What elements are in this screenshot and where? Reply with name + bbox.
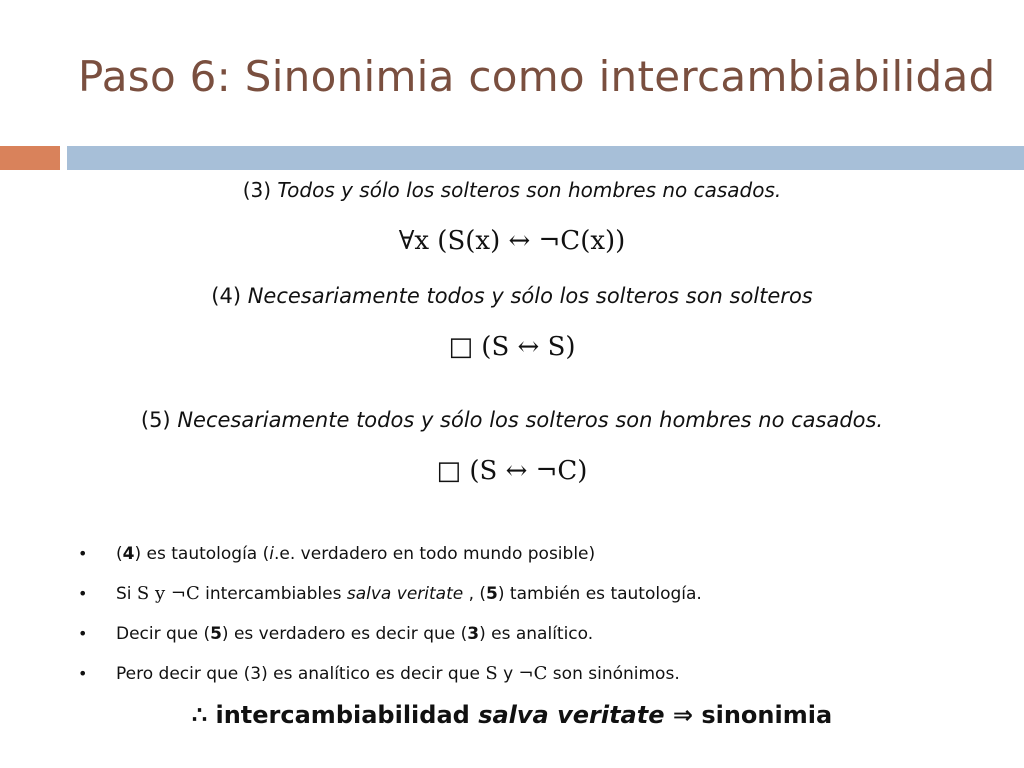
bullet-4-post: son sinónimos. bbox=[547, 664, 680, 684]
bullet-1-text-a: es tautología ( bbox=[141, 544, 270, 564]
conclusion-word-3: sinonimia bbox=[701, 701, 833, 729]
formula-5: □ (S ↔ ¬C) bbox=[436, 456, 588, 486]
statement-4-number: (4) bbox=[211, 284, 242, 308]
conclusion-salva-veritate: salva veritate bbox=[478, 701, 665, 729]
accent-bar-blue bbox=[67, 146, 1024, 170]
statement-4 bbox=[0, 284, 1024, 308]
statement-5-text: Necesariamente todos y sólo los solteros son hombres no casados. bbox=[177, 408, 884, 432]
bullet-2-mid: intercambiables bbox=[199, 584, 347, 604]
bullet-2-math: S y ¬C bbox=[136, 583, 200, 604]
bullet-4 bbox=[78, 660, 978, 700]
accent-bar-orange bbox=[0, 146, 60, 170]
bullet-2-num: 5 bbox=[486, 584, 498, 604]
therefore-icon: ∴ bbox=[191, 700, 208, 729]
bullet-1-ie: i bbox=[269, 544, 274, 564]
bullet-2-post1: , ( bbox=[463, 584, 487, 604]
bullet-3-num-a: 5 bbox=[210, 624, 222, 644]
bullet-list bbox=[78, 540, 978, 700]
bullet-dot-icon: • bbox=[78, 624, 88, 643]
bullet-1-num: 4 bbox=[122, 544, 135, 564]
bullet-2-salva-veritate: salva veritate bbox=[346, 584, 464, 604]
bullet-1-text-b: .e. verdadero en todo mundo posible) bbox=[274, 544, 596, 564]
statement-5 bbox=[0, 408, 1024, 432]
bullet-3-post: ) es analítico. bbox=[479, 624, 594, 644]
statement-3-text: Todos y sólo los solteros son hombres no casados. bbox=[277, 178, 782, 202]
implies-arrow-icon: ⇒ bbox=[672, 701, 693, 729]
bullet-dot-icon: • bbox=[78, 584, 88, 603]
slide-title: Paso 6: Sinonimia como intercambiabilidad bbox=[78, 52, 996, 101]
bullet-dot-icon: • bbox=[78, 664, 88, 683]
bullet-4-pre: Pero decir que (3) es analítico es decir que bbox=[116, 664, 486, 684]
bullet-4-math-s: S bbox=[485, 663, 498, 684]
bullet-1: • (4) es tautología (i.e. verdadero en todo mundo posible) bbox=[78, 540, 978, 580]
statement-4-text: Necesariamente todos y sólo los solteros son solteros bbox=[247, 284, 813, 308]
formula-4: □ (S ↔ S) bbox=[448, 332, 576, 362]
bullet-2-pre: Si bbox=[116, 584, 137, 604]
conclusion bbox=[0, 700, 1024, 729]
statement-3 bbox=[0, 178, 1024, 202]
bullet-dot-icon: • bbox=[78, 544, 88, 563]
bullet-2 bbox=[78, 580, 978, 620]
statement-3-number: (3) bbox=[242, 178, 272, 202]
statement-5-number: (5) bbox=[140, 408, 171, 432]
bullet-3-pre: Decir que ( bbox=[116, 624, 211, 644]
conclusion-word-1: intercambiabilidad bbox=[215, 701, 470, 729]
formula-3: ∀x (S(x) ↔ ¬C(x)) bbox=[398, 226, 626, 256]
bullet-2-post2: ) también es tautología. bbox=[497, 584, 702, 604]
bullet-4-y: y bbox=[497, 664, 519, 684]
bullet-3 bbox=[78, 620, 978, 660]
bullet-4-math-c: ¬C bbox=[518, 663, 548, 684]
bullet-3-mid: ) es verdadero es decir que ( bbox=[221, 624, 468, 644]
bullet-3-num-b: 3 bbox=[467, 624, 480, 644]
